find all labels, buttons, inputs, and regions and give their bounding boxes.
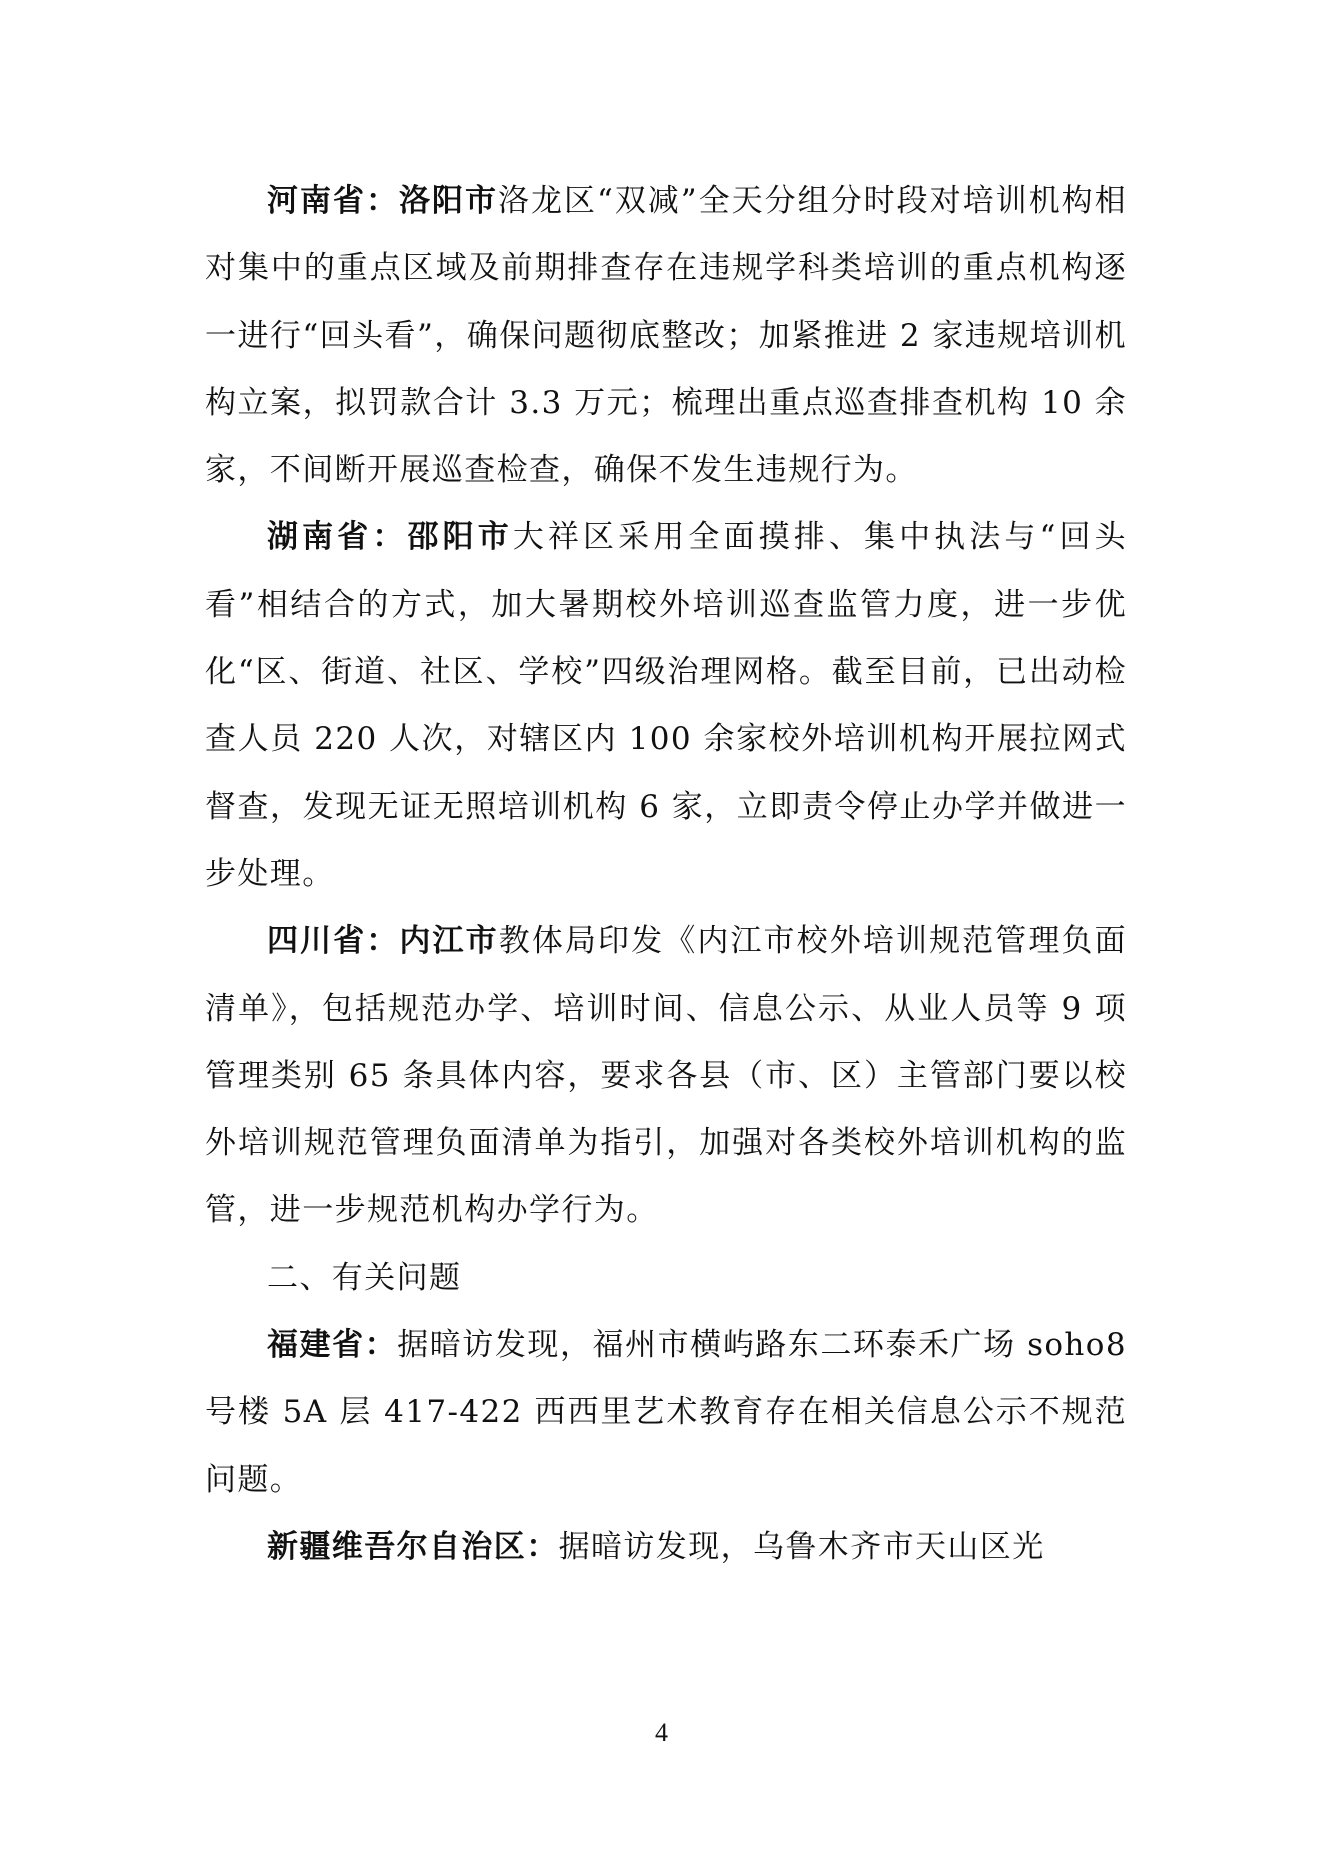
- paragraph-text: 教体局印发《内江市校外培训规范管理负面清单》，包括规范办学、培训时间、信息公示、从业人员等 9 项管理类别 65 条具体内容，要求各县（市、区）主管部门要以校外培训规范管理负面清单为指引，加强对各类校外培训机构的监管，进一步规范机构办学行为。: [205, 923, 1127, 1229]
- province-label: 福建省：: [267, 1327, 398, 1364]
- province-label: 四川省：: [267, 923, 400, 960]
- city-label: 内江市: [399, 923, 499, 960]
- paragraph-fujian: [205, 1312, 1127, 1514]
- paragraph-text: 据暗访发现，乌鲁木齐市天山区光: [558, 1528, 1045, 1565]
- paragraph-text: 大祥区采用全面摸排、集中执法与“回头看”相结合的方式，加大暑期校外培训巡查监管力度，进一步优化“区、街道、社区、学校”四级治理网格。截至目前，已出动检查人员 220 人次，对辖区内 100 余家校外培训机构开展拉网式督查，发现无证无照培训机构 6 家，立即责令停止办学并做进一步处理。: [205, 519, 1127, 892]
- province-label: 湖南省：: [267, 519, 408, 556]
- city-label: 洛阳市: [398, 183, 498, 219]
- province-label: 新疆维吾尔自治区：: [267, 1528, 559, 1565]
- paragraph-hunan: [205, 504, 1127, 908]
- section-heading: 二、有关问题: [267, 1259, 462, 1296]
- province-label: 河南省：: [267, 183, 399, 219]
- paragraph-henan: [205, 168, 1127, 504]
- paragraph-text: 据暗访发现，福州市横屿路东二环泰禾广场 soho8 号楼 5A 层 417-422 西西里艺术教育存在相关信息公示不规范问题。: [205, 1327, 1127, 1498]
- city-label: 邵阳市: [407, 519, 513, 556]
- paragraph-xinjiang: [205, 1514, 1127, 1581]
- paragraph-text: 洛龙区“双减”全天分组分时段对培训机构相对集中的重点区域及前期排查存在违规学科类培训的重点机构逐一进行“回头看”，确保问题彻底整改；加紧推进 2 家违规培训机构立案，拟罚款合计 3.3 万元；梳理出重点巡查排查机构 10 余家，不间断开展巡查检查，确保不发生违规行为。: [205, 183, 1127, 489]
- document-body: [205, 168, 1127, 1581]
- paragraph-sichuan: [205, 908, 1127, 1244]
- page-number: 4: [655, 1718, 668, 1747]
